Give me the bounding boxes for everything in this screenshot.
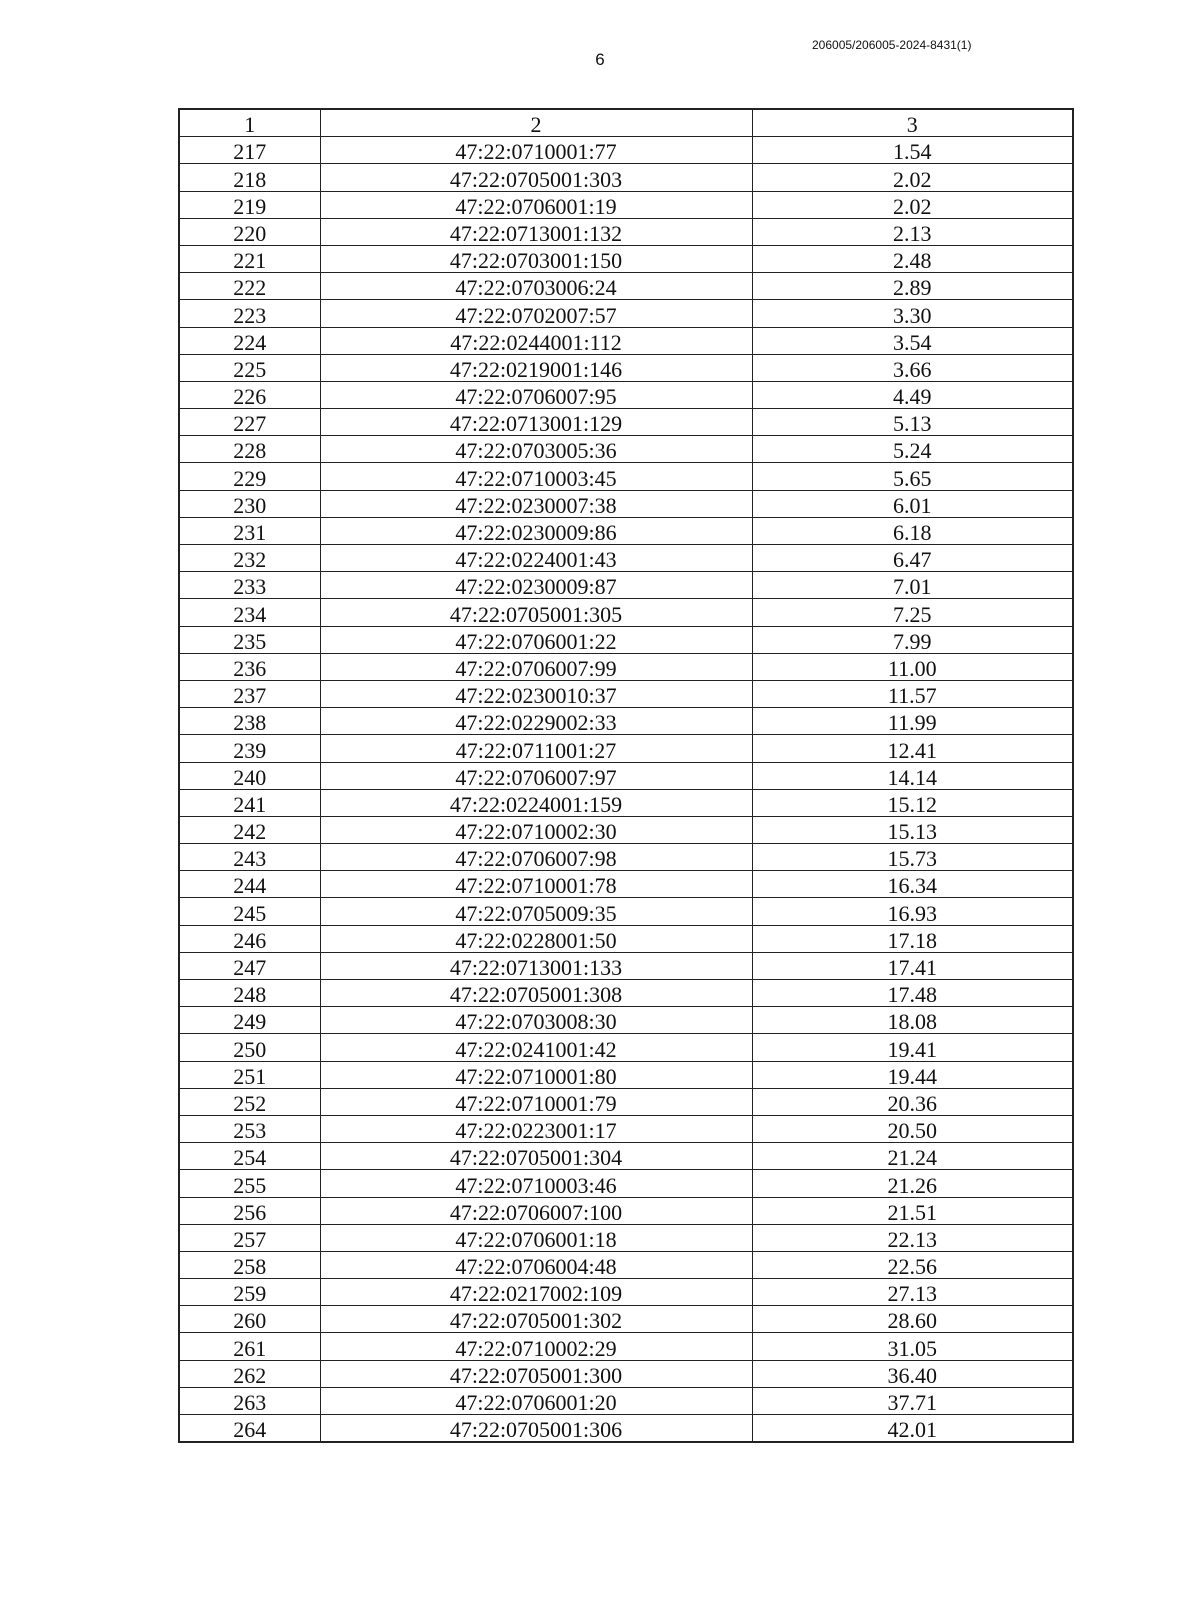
row-number-cell: 255 [179, 1170, 320, 1197]
row-number-cell: 252 [179, 1088, 320, 1115]
value-cell: 21.24 [752, 1143, 1073, 1170]
cadastral-number-cell: 47:22:0710002:30 [320, 816, 752, 843]
table-row [179, 925, 1073, 952]
cadastral-number-cell: 47:22:0705001:306 [320, 1415, 752, 1443]
cadastral-number-cell: 47:22:0702007:57 [320, 300, 752, 327]
row-number-cell: 236 [179, 653, 320, 680]
cadastral-number-cell: 47:22:0713001:133 [320, 952, 752, 979]
value-cell: 20.50 [752, 1115, 1073, 1142]
row-number-cell: 240 [179, 762, 320, 789]
row-number-cell: 246 [179, 925, 320, 952]
table-row [179, 191, 1073, 218]
row-number-cell: 253 [179, 1115, 320, 1142]
row-number-cell: 232 [179, 545, 320, 572]
table-row [179, 1306, 1073, 1333]
cadastral-number-cell: 47:22:0710003:46 [320, 1170, 752, 1197]
cadastral-number-cell: 47:22:0224001:43 [320, 545, 752, 572]
table-row [179, 572, 1073, 599]
cadastral-number-cell: 47:22:0703008:30 [320, 1007, 752, 1034]
table-row [179, 1115, 1073, 1142]
table-row [179, 599, 1073, 626]
value-cell: 15.73 [752, 844, 1073, 871]
row-number-cell: 247 [179, 952, 320, 979]
table-row [179, 218, 1073, 245]
table-row [179, 871, 1073, 898]
cadastral-number-cell: 47:22:0706007:100 [320, 1197, 752, 1224]
cadastral-number-cell: 47:22:0706001:22 [320, 626, 752, 653]
value-cell: 42.01 [752, 1415, 1073, 1443]
table-row [179, 300, 1073, 327]
row-number-cell: 221 [179, 245, 320, 272]
value-cell: 21.51 [752, 1197, 1073, 1224]
cadastral-number-cell: 47:22:0706001:19 [320, 191, 752, 218]
value-cell: 27.13 [752, 1279, 1073, 1306]
value-cell: 17.41 [752, 952, 1073, 979]
value-cell: 22.56 [752, 1251, 1073, 1278]
value-cell: 37.71 [752, 1387, 1073, 1414]
row-number-cell: 234 [179, 599, 320, 626]
cadastral-number-cell: 47:22:0705001:303 [320, 164, 752, 191]
row-number-cell: 226 [179, 381, 320, 408]
table-row [179, 1251, 1073, 1278]
value-cell: 2.48 [752, 245, 1073, 272]
value-cell: 7.99 [752, 626, 1073, 653]
cadastral-number-cell: 47:22:0711001:27 [320, 735, 752, 762]
value-cell: 16.93 [752, 898, 1073, 925]
row-number-cell: 233 [179, 572, 320, 599]
cadastral-number-cell: 47:22:0705001:300 [320, 1360, 752, 1387]
table-row [179, 1034, 1073, 1061]
row-number-cell: 262 [179, 1360, 320, 1387]
cadastral-number-cell: 47:22:0703001:150 [320, 245, 752, 272]
table-header [179, 109, 1073, 137]
table-row [179, 1360, 1073, 1387]
table-row [179, 137, 1073, 164]
table-row [179, 789, 1073, 816]
cadastral-number-cell: 47:22:0219001:146 [320, 354, 752, 381]
value-cell: 5.13 [752, 409, 1073, 436]
table-row [179, 354, 1073, 381]
row-number-cell: 244 [179, 871, 320, 898]
value-cell: 12.41 [752, 735, 1073, 762]
table-row [179, 1415, 1073, 1443]
value-cell: 6.01 [752, 490, 1073, 517]
cadastral-number-cell: 47:22:0706007:98 [320, 844, 752, 871]
cadastral-number-cell: 47:22:0706007:97 [320, 762, 752, 789]
table-row [179, 245, 1073, 272]
cadastral-number-cell: 47:22:0706007:99 [320, 653, 752, 680]
value-cell: 6.47 [752, 545, 1073, 572]
table-row [179, 980, 1073, 1007]
cadastral-number-cell: 47:22:0224001:159 [320, 789, 752, 816]
value-cell: 7.01 [752, 572, 1073, 599]
value-cell: 28.60 [752, 1306, 1073, 1333]
parcel-table-container [178, 108, 1074, 1443]
column-header-2: 2 [320, 109, 752, 137]
row-number-cell: 224 [179, 327, 320, 354]
table-row [179, 1170, 1073, 1197]
row-number-cell: 257 [179, 1224, 320, 1251]
table-row [179, 1061, 1073, 1088]
row-number-cell: 223 [179, 300, 320, 327]
table-row [179, 735, 1073, 762]
document-id: 206005/206005-2024-8431(1) [812, 38, 972, 52]
value-cell: 1.54 [752, 137, 1073, 164]
row-number-cell: 261 [179, 1333, 320, 1360]
row-number-cell: 235 [179, 626, 320, 653]
row-number-cell: 239 [179, 735, 320, 762]
cadastral-number-cell: 47:22:0217002:109 [320, 1279, 752, 1306]
cadastral-number-cell: 47:22:0710001:80 [320, 1061, 752, 1088]
row-number-cell: 254 [179, 1143, 320, 1170]
cadastral-number-cell: 47:22:0705001:308 [320, 980, 752, 1007]
cadastral-number-cell: 47:22:0710003:45 [320, 463, 752, 490]
table-row [179, 1197, 1073, 1224]
row-number-cell: 245 [179, 898, 320, 925]
value-cell: 5.65 [752, 463, 1073, 490]
row-number-cell: 225 [179, 354, 320, 381]
row-number-cell: 217 [179, 137, 320, 164]
table-row [179, 436, 1073, 463]
table-row [179, 626, 1073, 653]
value-cell: 7.25 [752, 599, 1073, 626]
value-cell: 16.34 [752, 871, 1073, 898]
value-cell: 20.36 [752, 1088, 1073, 1115]
table-row [179, 952, 1073, 979]
value-cell: 22.13 [752, 1224, 1073, 1251]
value-cell: 31.05 [752, 1333, 1073, 1360]
cadastral-number-cell: 47:22:0230010:37 [320, 680, 752, 707]
cadastral-number-cell: 47:22:0230009:86 [320, 517, 752, 544]
row-number-cell: 260 [179, 1306, 320, 1333]
row-number-cell: 258 [179, 1251, 320, 1278]
row-number-cell: 229 [179, 463, 320, 490]
value-cell: 36.40 [752, 1360, 1073, 1387]
row-number-cell: 248 [179, 980, 320, 1007]
cadastral-number-cell: 47:22:0223001:17 [320, 1115, 752, 1142]
row-number-cell: 230 [179, 490, 320, 517]
table-row [179, 844, 1073, 871]
table-row [179, 273, 1073, 300]
table-row [179, 1088, 1073, 1115]
value-cell: 11.00 [752, 653, 1073, 680]
row-number-cell: 219 [179, 191, 320, 218]
row-number-cell: 251 [179, 1061, 320, 1088]
cadastral-number-cell: 47:22:0710001:79 [320, 1088, 752, 1115]
row-number-cell: 249 [179, 1007, 320, 1034]
table-row [179, 463, 1073, 490]
table-row [179, 1224, 1073, 1251]
row-number-cell: 241 [179, 789, 320, 816]
table-row [179, 1279, 1073, 1306]
table-row [179, 381, 1073, 408]
row-number-cell: 264 [179, 1415, 320, 1443]
row-number-cell: 218 [179, 164, 320, 191]
table-row [179, 409, 1073, 436]
table-row [179, 816, 1073, 843]
cadastral-number-cell: 47:22:0706001:18 [320, 1224, 752, 1251]
value-cell: 2.13 [752, 218, 1073, 245]
cadastral-number-cell: 47:22:0241001:42 [320, 1034, 752, 1061]
value-cell: 17.18 [752, 925, 1073, 952]
value-cell: 15.12 [752, 789, 1073, 816]
row-number-cell: 228 [179, 436, 320, 463]
value-cell: 5.24 [752, 436, 1073, 463]
table-row [179, 653, 1073, 680]
table-row [179, 762, 1073, 789]
parcel-table [178, 108, 1074, 1443]
row-number-cell: 256 [179, 1197, 320, 1224]
value-cell: 3.66 [752, 354, 1073, 381]
value-cell: 4.49 [752, 381, 1073, 408]
cadastral-number-cell: 47:22:0706004:48 [320, 1251, 752, 1278]
cadastral-number-cell: 47:22:0706007:95 [320, 381, 752, 408]
cadastral-number-cell: 47:22:0705009:35 [320, 898, 752, 925]
cadastral-number-cell: 47:22:0710001:77 [320, 137, 752, 164]
table-row [179, 490, 1073, 517]
row-number-cell: 227 [179, 409, 320, 436]
row-number-cell: 263 [179, 1387, 320, 1414]
table-row [179, 164, 1073, 191]
row-number-cell: 242 [179, 816, 320, 843]
table-row [179, 517, 1073, 544]
value-cell: 6.18 [752, 517, 1073, 544]
cadastral-number-cell: 47:22:0710002:29 [320, 1333, 752, 1360]
value-cell: 2.89 [752, 273, 1073, 300]
row-number-cell: 259 [179, 1279, 320, 1306]
column-header-3: 3 [752, 109, 1073, 137]
row-number-cell: 220 [179, 218, 320, 245]
cadastral-number-cell: 47:22:0244001:112 [320, 327, 752, 354]
value-cell: 11.99 [752, 708, 1073, 735]
value-cell: 3.30 [752, 300, 1073, 327]
cadastral-number-cell: 47:22:0229002:33 [320, 708, 752, 735]
value-cell: 2.02 [752, 164, 1073, 191]
cadastral-number-cell: 47:22:0710001:78 [320, 871, 752, 898]
value-cell: 15.13 [752, 816, 1073, 843]
row-number-cell: 237 [179, 680, 320, 707]
row-number-cell: 238 [179, 708, 320, 735]
row-number-cell: 222 [179, 273, 320, 300]
value-cell: 3.54 [752, 327, 1073, 354]
cadastral-number-cell: 47:22:0705001:302 [320, 1306, 752, 1333]
value-cell: 21.26 [752, 1170, 1073, 1197]
cadastral-number-cell: 47:22:0713001:129 [320, 409, 752, 436]
table-row [179, 680, 1073, 707]
page-number: 6 [595, 50, 605, 69]
table-row [179, 1143, 1073, 1170]
value-cell: 18.08 [752, 1007, 1073, 1034]
row-number-cell: 243 [179, 844, 320, 871]
table-row [179, 1007, 1073, 1034]
value-cell: 11.57 [752, 680, 1073, 707]
value-cell: 17.48 [752, 980, 1073, 1007]
table-row [179, 545, 1073, 572]
cadastral-number-cell: 47:22:0230007:38 [320, 490, 752, 517]
table-row [179, 1333, 1073, 1360]
cadastral-number-cell: 47:22:0713001:132 [320, 218, 752, 245]
table-row [179, 708, 1073, 735]
cadastral-number-cell: 47:22:0706001:20 [320, 1387, 752, 1414]
table-row [179, 1387, 1073, 1414]
cadastral-number-cell: 47:22:0703006:24 [320, 273, 752, 300]
value-cell: 14.14 [752, 762, 1073, 789]
column-header-1: 1 [179, 109, 320, 137]
value-cell: 19.44 [752, 1061, 1073, 1088]
header-row [179, 109, 1073, 137]
cadastral-number-cell: 47:22:0705001:304 [320, 1143, 752, 1170]
cadastral-number-cell: 47:22:0705001:305 [320, 599, 752, 626]
cadastral-number-cell: 47:22:0230009:87 [320, 572, 752, 599]
cadastral-number-cell: 47:22:0703005:36 [320, 436, 752, 463]
cadastral-number-cell: 47:22:0228001:50 [320, 925, 752, 952]
value-cell: 19.41 [752, 1034, 1073, 1061]
table-row [179, 898, 1073, 925]
table-row [179, 327, 1073, 354]
table-body [179, 137, 1073, 1443]
row-number-cell: 231 [179, 517, 320, 544]
row-number-cell: 250 [179, 1034, 320, 1061]
value-cell: 2.02 [752, 191, 1073, 218]
